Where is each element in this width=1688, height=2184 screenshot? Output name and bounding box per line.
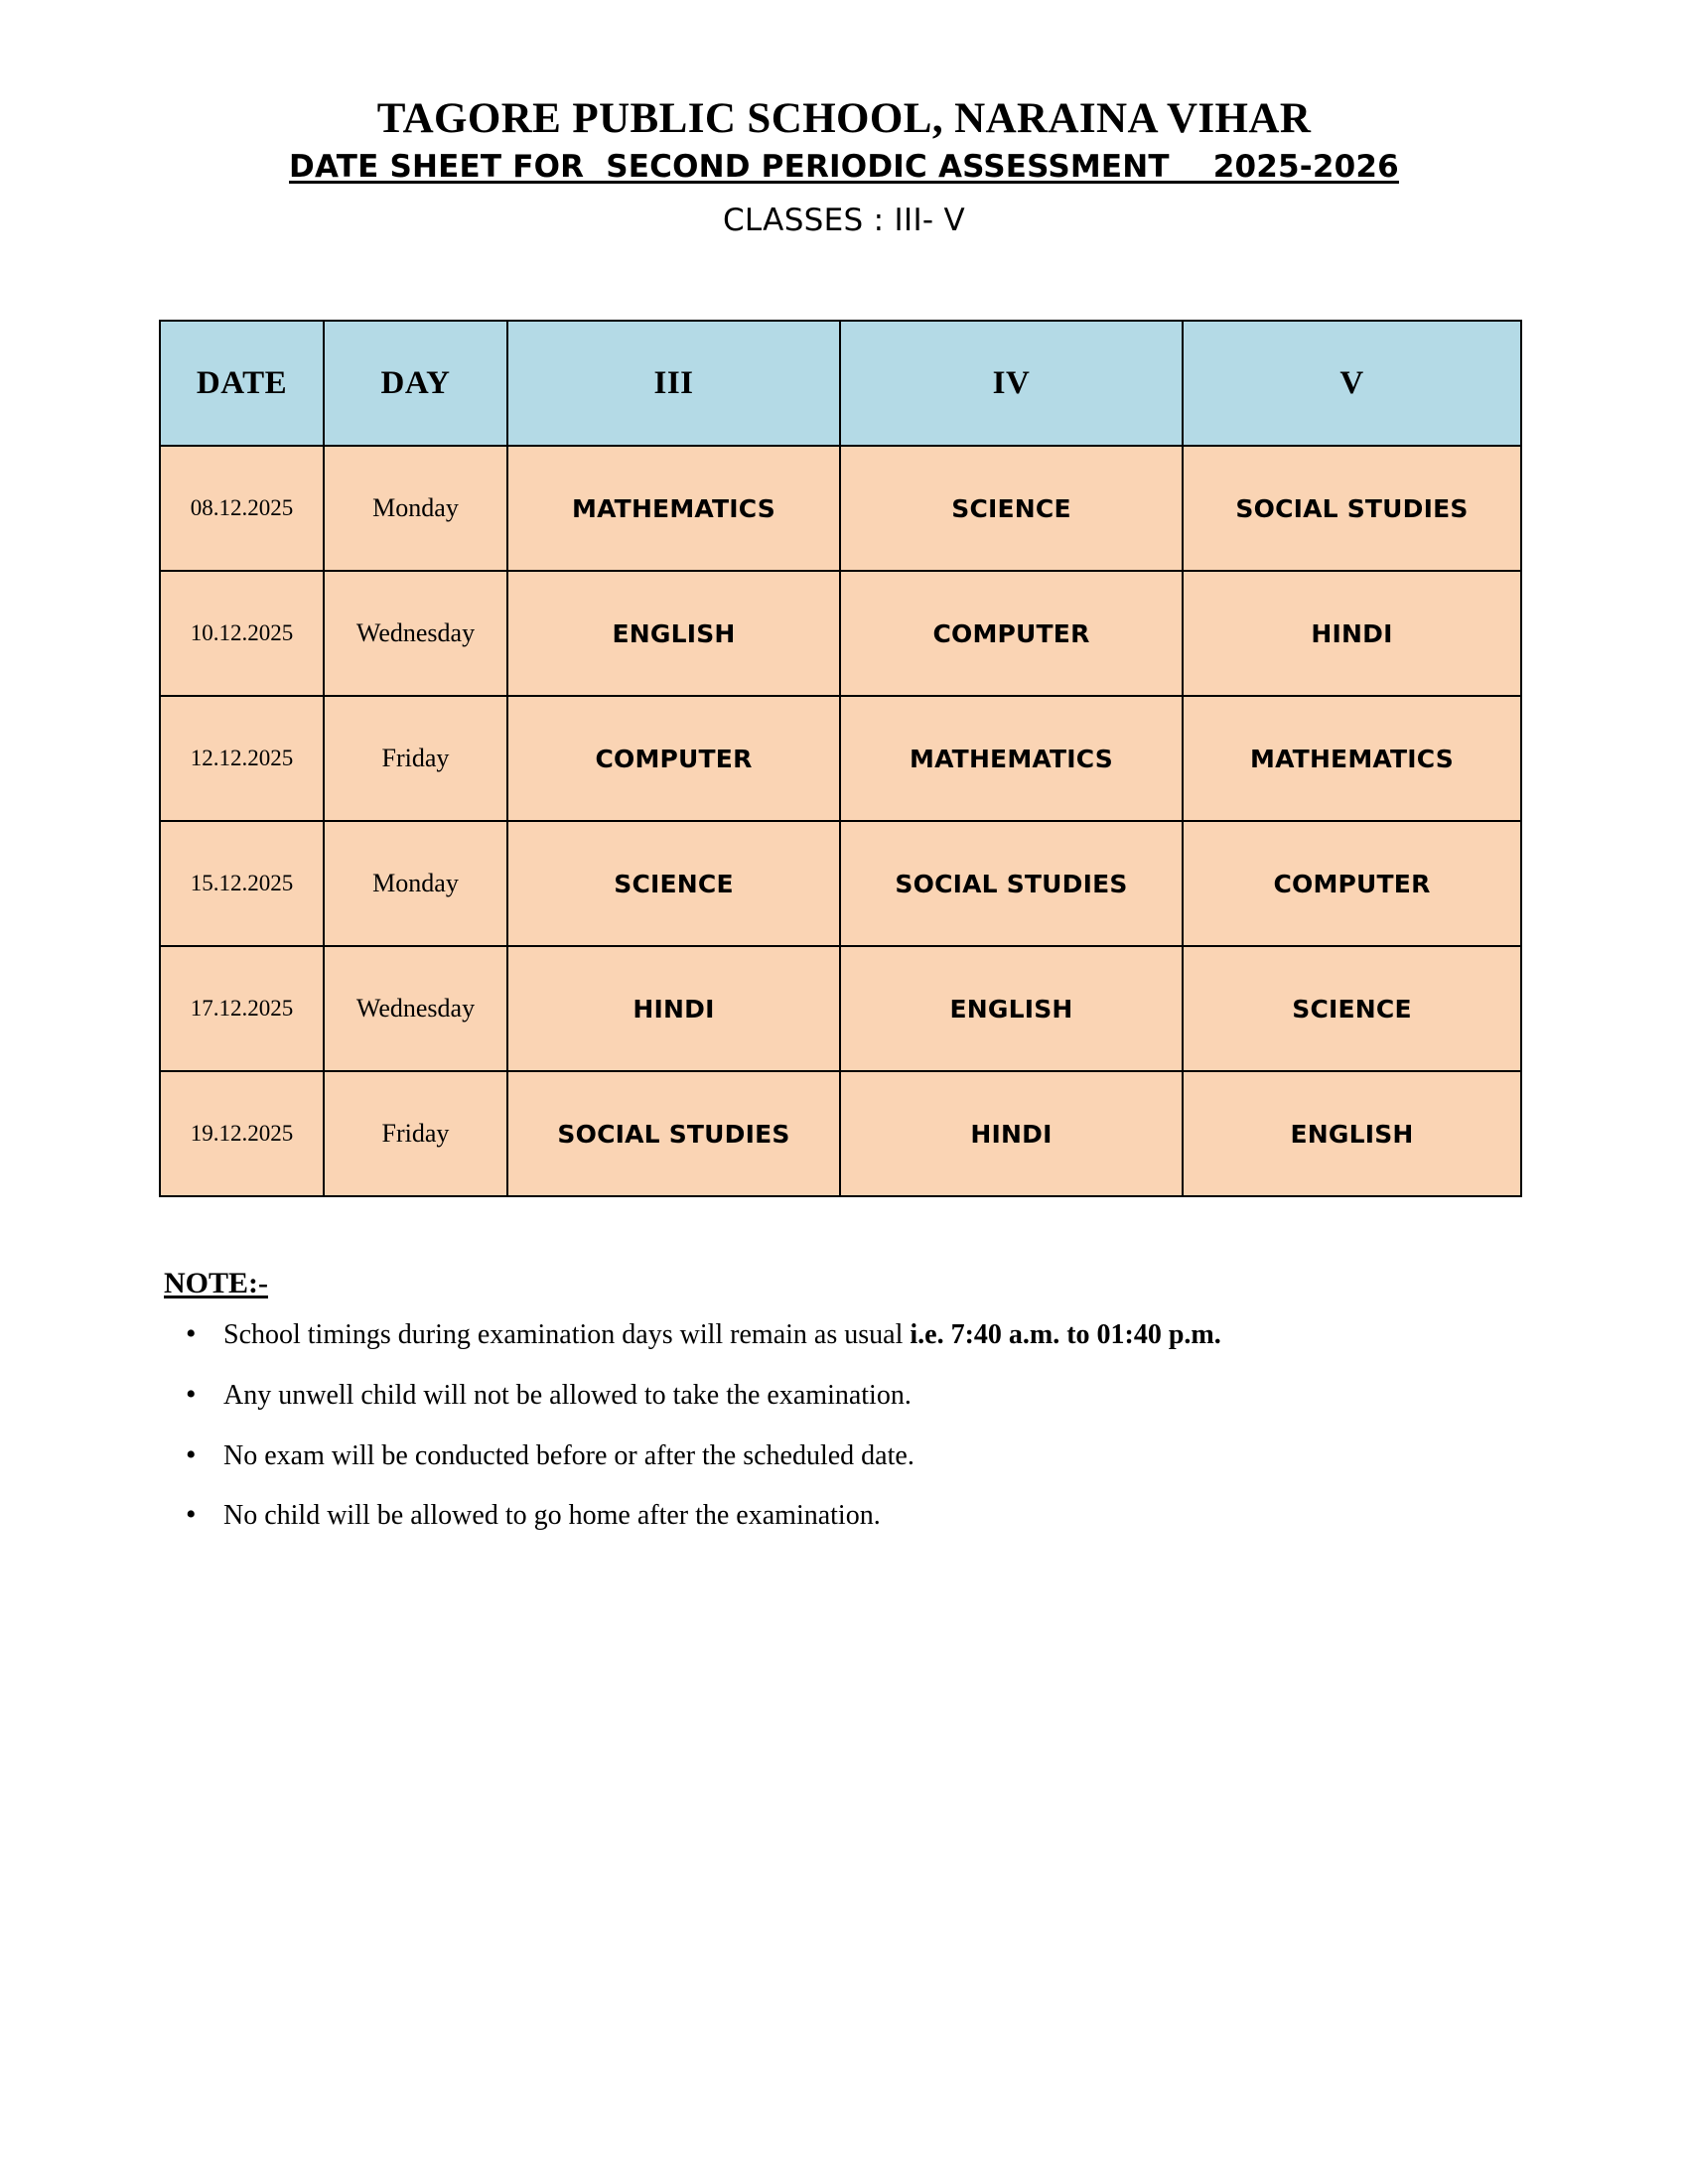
cell-subject-v: COMPUTER [1183, 821, 1521, 946]
cell-subject-v: SCIENCE [1183, 946, 1521, 1071]
datesheet-subtitle: DATE SHEET FOR SECOND PERIODIC ASSESSMENT 2025-2026 [289, 149, 1399, 186]
note-item-text: No child will be allowed to go home after the examination. [223, 1500, 881, 1532]
cell-subject-v: HINDI [1183, 571, 1521, 696]
cell-subject-iii: MATHEMATICS [507, 446, 840, 571]
cell-day: Monday [324, 446, 507, 571]
cell-subject-v: MATHEMATICS [1183, 696, 1521, 821]
cell-subject-iv: SOCIAL STUDIES [840, 821, 1183, 946]
cell-subject-iv: MATHEMATICS [840, 696, 1183, 821]
table-body [160, 446, 1521, 1196]
table-row [160, 571, 1521, 696]
cell-date: 10.12.2025 [160, 571, 324, 696]
school-name-title: TAGORE PUBLIC SCHOOL, NARAINA VIHAR [376, 95, 1312, 142]
cell-date: 17.12.2025 [160, 946, 324, 1071]
note-item [164, 1379, 1529, 1413]
cell-subject-iv: HINDI [840, 1071, 1183, 1196]
cell-day: Wednesday [324, 571, 507, 696]
note-list [164, 1318, 1529, 1532]
note-item-text: No exam will be conducted before or after the scheduled date. [223, 1439, 914, 1471]
table-row [160, 696, 1521, 821]
column-header-class-iv: IV [840, 321, 1183, 446]
datesheet-table [159, 320, 1522, 1197]
table-row [160, 1071, 1521, 1196]
note-item [164, 1439, 1529, 1473]
table-row [160, 821, 1521, 946]
table-header [160, 321, 1521, 446]
note-heading: NOTE:- [164, 1267, 268, 1300]
cell-subject-iii: SCIENCE [507, 821, 840, 946]
note-item-text: School timings during examination days will remain as usual [223, 1319, 911, 1351]
cell-subject-iii: ENGLISH [507, 571, 840, 696]
cell-day: Wednesday [324, 946, 507, 1071]
cell-subject-iv: ENGLISH [840, 946, 1183, 1071]
column-header-class-v: V [1183, 321, 1521, 446]
cell-date: 15.12.2025 [160, 821, 324, 946]
cell-subject-iv: SCIENCE [840, 446, 1183, 571]
table-row [160, 446, 1521, 571]
note-section [159, 1267, 1529, 1532]
note-item-emphasis: i.e. 7:40 a.m. to 01:40 p.m. [910, 1319, 1221, 1351]
cell-subject-iii: SOCIAL STUDIES [507, 1071, 840, 1196]
cell-day: Friday [324, 1071, 507, 1196]
datesheet-subtitle-line [159, 149, 1529, 185]
column-header-class-iii: III [507, 321, 840, 446]
note-item [164, 1499, 1529, 1533]
classes-range-label: CLASSES : III- V [722, 203, 966, 239]
cell-subject-v: ENGLISH [1183, 1071, 1521, 1196]
cell-date: 12.12.2025 [160, 696, 324, 821]
note-item [164, 1318, 1529, 1352]
table-header-row [160, 321, 1521, 446]
table-row [160, 946, 1521, 1071]
cell-day: Friday [324, 696, 507, 821]
cell-subject-iii: COMPUTER [507, 696, 840, 821]
cell-subject-v: SOCIAL STUDIES [1183, 446, 1521, 571]
cell-subject-iv: COMPUTER [840, 571, 1183, 696]
cell-day: Monday [324, 821, 507, 946]
cell-date: 08.12.2025 [160, 446, 324, 571]
column-header-day: DAY [324, 321, 507, 446]
cell-subject-iii: HINDI [507, 946, 840, 1071]
note-item-text: Any unwell child will not be allowed to take the examination. [223, 1380, 912, 1412]
cell-date: 19.12.2025 [160, 1071, 324, 1196]
column-header-date: DATE [160, 321, 324, 446]
